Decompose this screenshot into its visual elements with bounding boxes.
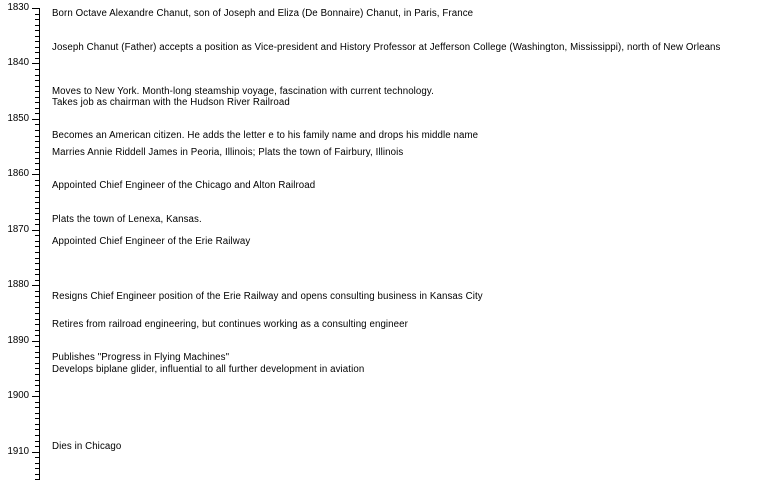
minor-tick <box>35 108 39 109</box>
major-tick <box>32 285 39 286</box>
timeline-event-label: Resigns Chief Engineer position of the Erie Railway and opens consulting business in Kansas City <box>52 291 483 303</box>
minor-tick <box>35 58 39 59</box>
timeline-event <box>52 42 721 54</box>
timeline-event-label: Moves to New York. Month-long steamship voyage, fascination with current technology. <box>52 85 434 97</box>
timeline-event <box>52 441 121 453</box>
minor-tick <box>35 391 39 392</box>
minor-tick <box>35 252 39 253</box>
minor-tick <box>35 241 39 242</box>
major-tick <box>32 341 39 342</box>
timeline-event-label: Appointed Chief Engineer of the Chicago and Alton Railroad <box>52 180 316 192</box>
minor-tick <box>35 363 39 364</box>
timeline-event <box>52 236 250 248</box>
minor-tick <box>35 441 39 442</box>
minor-tick <box>35 402 39 403</box>
minor-tick <box>35 330 39 331</box>
minor-tick <box>35 52 39 53</box>
minor-tick <box>35 263 39 264</box>
minor-tick <box>35 180 39 181</box>
timeline-event-label: Born Octave Alexandre Chanut, son of Joseph and Eliza (De Bonnaire) Chanut, in Paris, France <box>52 8 474 20</box>
timeline-event-label: Retires from railroad engineering, but continues working as a consulting engineer <box>52 318 408 330</box>
minor-tick <box>35 97 39 98</box>
year-tick-label: 1860 <box>7 168 29 180</box>
major-tick <box>32 8 39 9</box>
minor-tick <box>35 380 39 381</box>
minor-tick <box>35 324 39 325</box>
minor-tick <box>35 75 39 76</box>
minor-tick <box>35 69 39 70</box>
minor-tick <box>35 80 39 81</box>
major-tick <box>32 230 39 231</box>
year-tick-label: 1840 <box>7 57 29 69</box>
minor-tick <box>35 141 39 142</box>
timeline-event-label: Appointed Chief Engineer of the Erie Railway <box>52 235 251 247</box>
minor-tick <box>35 124 39 125</box>
minor-tick <box>35 235 39 236</box>
minor-tick <box>35 352 39 353</box>
minor-tick <box>35 457 39 458</box>
minor-tick <box>35 19 39 20</box>
minor-tick <box>35 446 39 447</box>
minor-tick <box>35 130 39 131</box>
minor-tick <box>35 385 39 386</box>
timeline-event-label: Dies in Chicago <box>52 440 122 452</box>
timeline-event-label: Joseph Chanut (Father) accepts a position as Vice-president and History Professor at Jefferson College (Washington, Mississippi), north of New Orleans <box>52 41 721 53</box>
minor-tick <box>35 269 39 270</box>
minor-tick <box>35 169 39 170</box>
year-tick-label: 1910 <box>7 445 29 457</box>
timeline-event <box>52 147 403 159</box>
minor-tick <box>35 274 39 275</box>
minor-tick <box>35 147 39 148</box>
minor-tick <box>35 102 39 103</box>
minor-tick <box>35 14 39 15</box>
minor-tick <box>35 319 39 320</box>
minor-tick <box>35 474 39 475</box>
minor-tick <box>35 346 39 347</box>
minor-tick <box>35 41 39 42</box>
minor-tick <box>35 468 39 469</box>
major-tick <box>32 119 39 120</box>
minor-tick <box>35 302 39 303</box>
minor-tick <box>35 47 39 48</box>
minor-tick <box>35 36 39 37</box>
major-tick <box>32 452 39 453</box>
timeline-event-label: Marries Annie Riddell James in Peoria, Illinois; Plats the town of Fairbury, Illinois <box>52 146 404 158</box>
minor-tick <box>35 357 39 358</box>
minor-tick <box>35 280 39 281</box>
timeline-event-label: Becomes an American citizen. He adds the letter e to his family name and drops his middle name <box>52 130 479 142</box>
minor-tick <box>35 418 39 419</box>
minor-tick <box>35 136 39 137</box>
minor-tick <box>35 291 39 292</box>
minor-tick <box>35 185 39 186</box>
minor-tick <box>35 296 39 297</box>
minor-tick <box>35 479 39 480</box>
minor-tick <box>35 335 39 336</box>
minor-tick <box>35 413 39 414</box>
timeline-event-label: Publishes "Progress in Flying Machines" <box>52 352 230 364</box>
minor-tick <box>35 424 39 425</box>
minor-tick <box>35 258 39 259</box>
minor-tick <box>35 429 39 430</box>
major-tick <box>32 63 39 64</box>
minor-tick <box>35 219 39 220</box>
timeline-event <box>52 130 478 142</box>
major-tick <box>32 396 39 397</box>
minor-tick <box>35 374 39 375</box>
minor-tick <box>35 113 39 114</box>
minor-tick <box>35 435 39 436</box>
minor-tick <box>35 30 39 31</box>
minor-tick <box>35 152 39 153</box>
timeline-event-label: Develops biplane glider, influential to all further development in aviation <box>52 363 365 375</box>
minor-tick <box>35 202 39 203</box>
timeline-event <box>52 291 483 303</box>
year-tick-label: 1900 <box>7 390 29 402</box>
minor-tick <box>35 197 39 198</box>
minor-tick <box>35 163 39 164</box>
year-tick-label: 1850 <box>7 112 29 124</box>
minor-tick <box>35 213 39 214</box>
year-axis-line <box>39 8 40 480</box>
minor-tick <box>35 407 39 408</box>
minor-tick <box>35 463 39 464</box>
minor-tick <box>35 307 39 308</box>
timeline-event-label: Takes job as chairman with the Hudson River Railroad <box>52 97 290 109</box>
minor-tick <box>35 86 39 87</box>
timeline-event-label: Plats the town of Lenexa, Kansas. <box>52 213 202 225</box>
timeline-event <box>52 214 202 226</box>
timeline-event <box>52 86 434 109</box>
minor-tick <box>35 313 39 314</box>
minor-tick <box>35 25 39 26</box>
year-tick-label: 1870 <box>7 223 29 235</box>
timeline-event <box>52 319 408 331</box>
year-tick-label: 1880 <box>7 279 29 291</box>
timeline-event <box>52 180 315 192</box>
minor-tick <box>35 224 39 225</box>
year-tick-label: 1890 <box>7 334 29 346</box>
minor-tick <box>35 368 39 369</box>
minor-tick <box>35 191 39 192</box>
minor-tick <box>35 246 39 247</box>
timeline-event <box>52 8 473 20</box>
minor-tick <box>35 208 39 209</box>
minor-tick <box>35 91 39 92</box>
major-tick <box>32 174 39 175</box>
timeline-event <box>52 352 364 375</box>
minor-tick <box>35 158 39 159</box>
year-tick-label: 1830 <box>7 2 29 13</box>
